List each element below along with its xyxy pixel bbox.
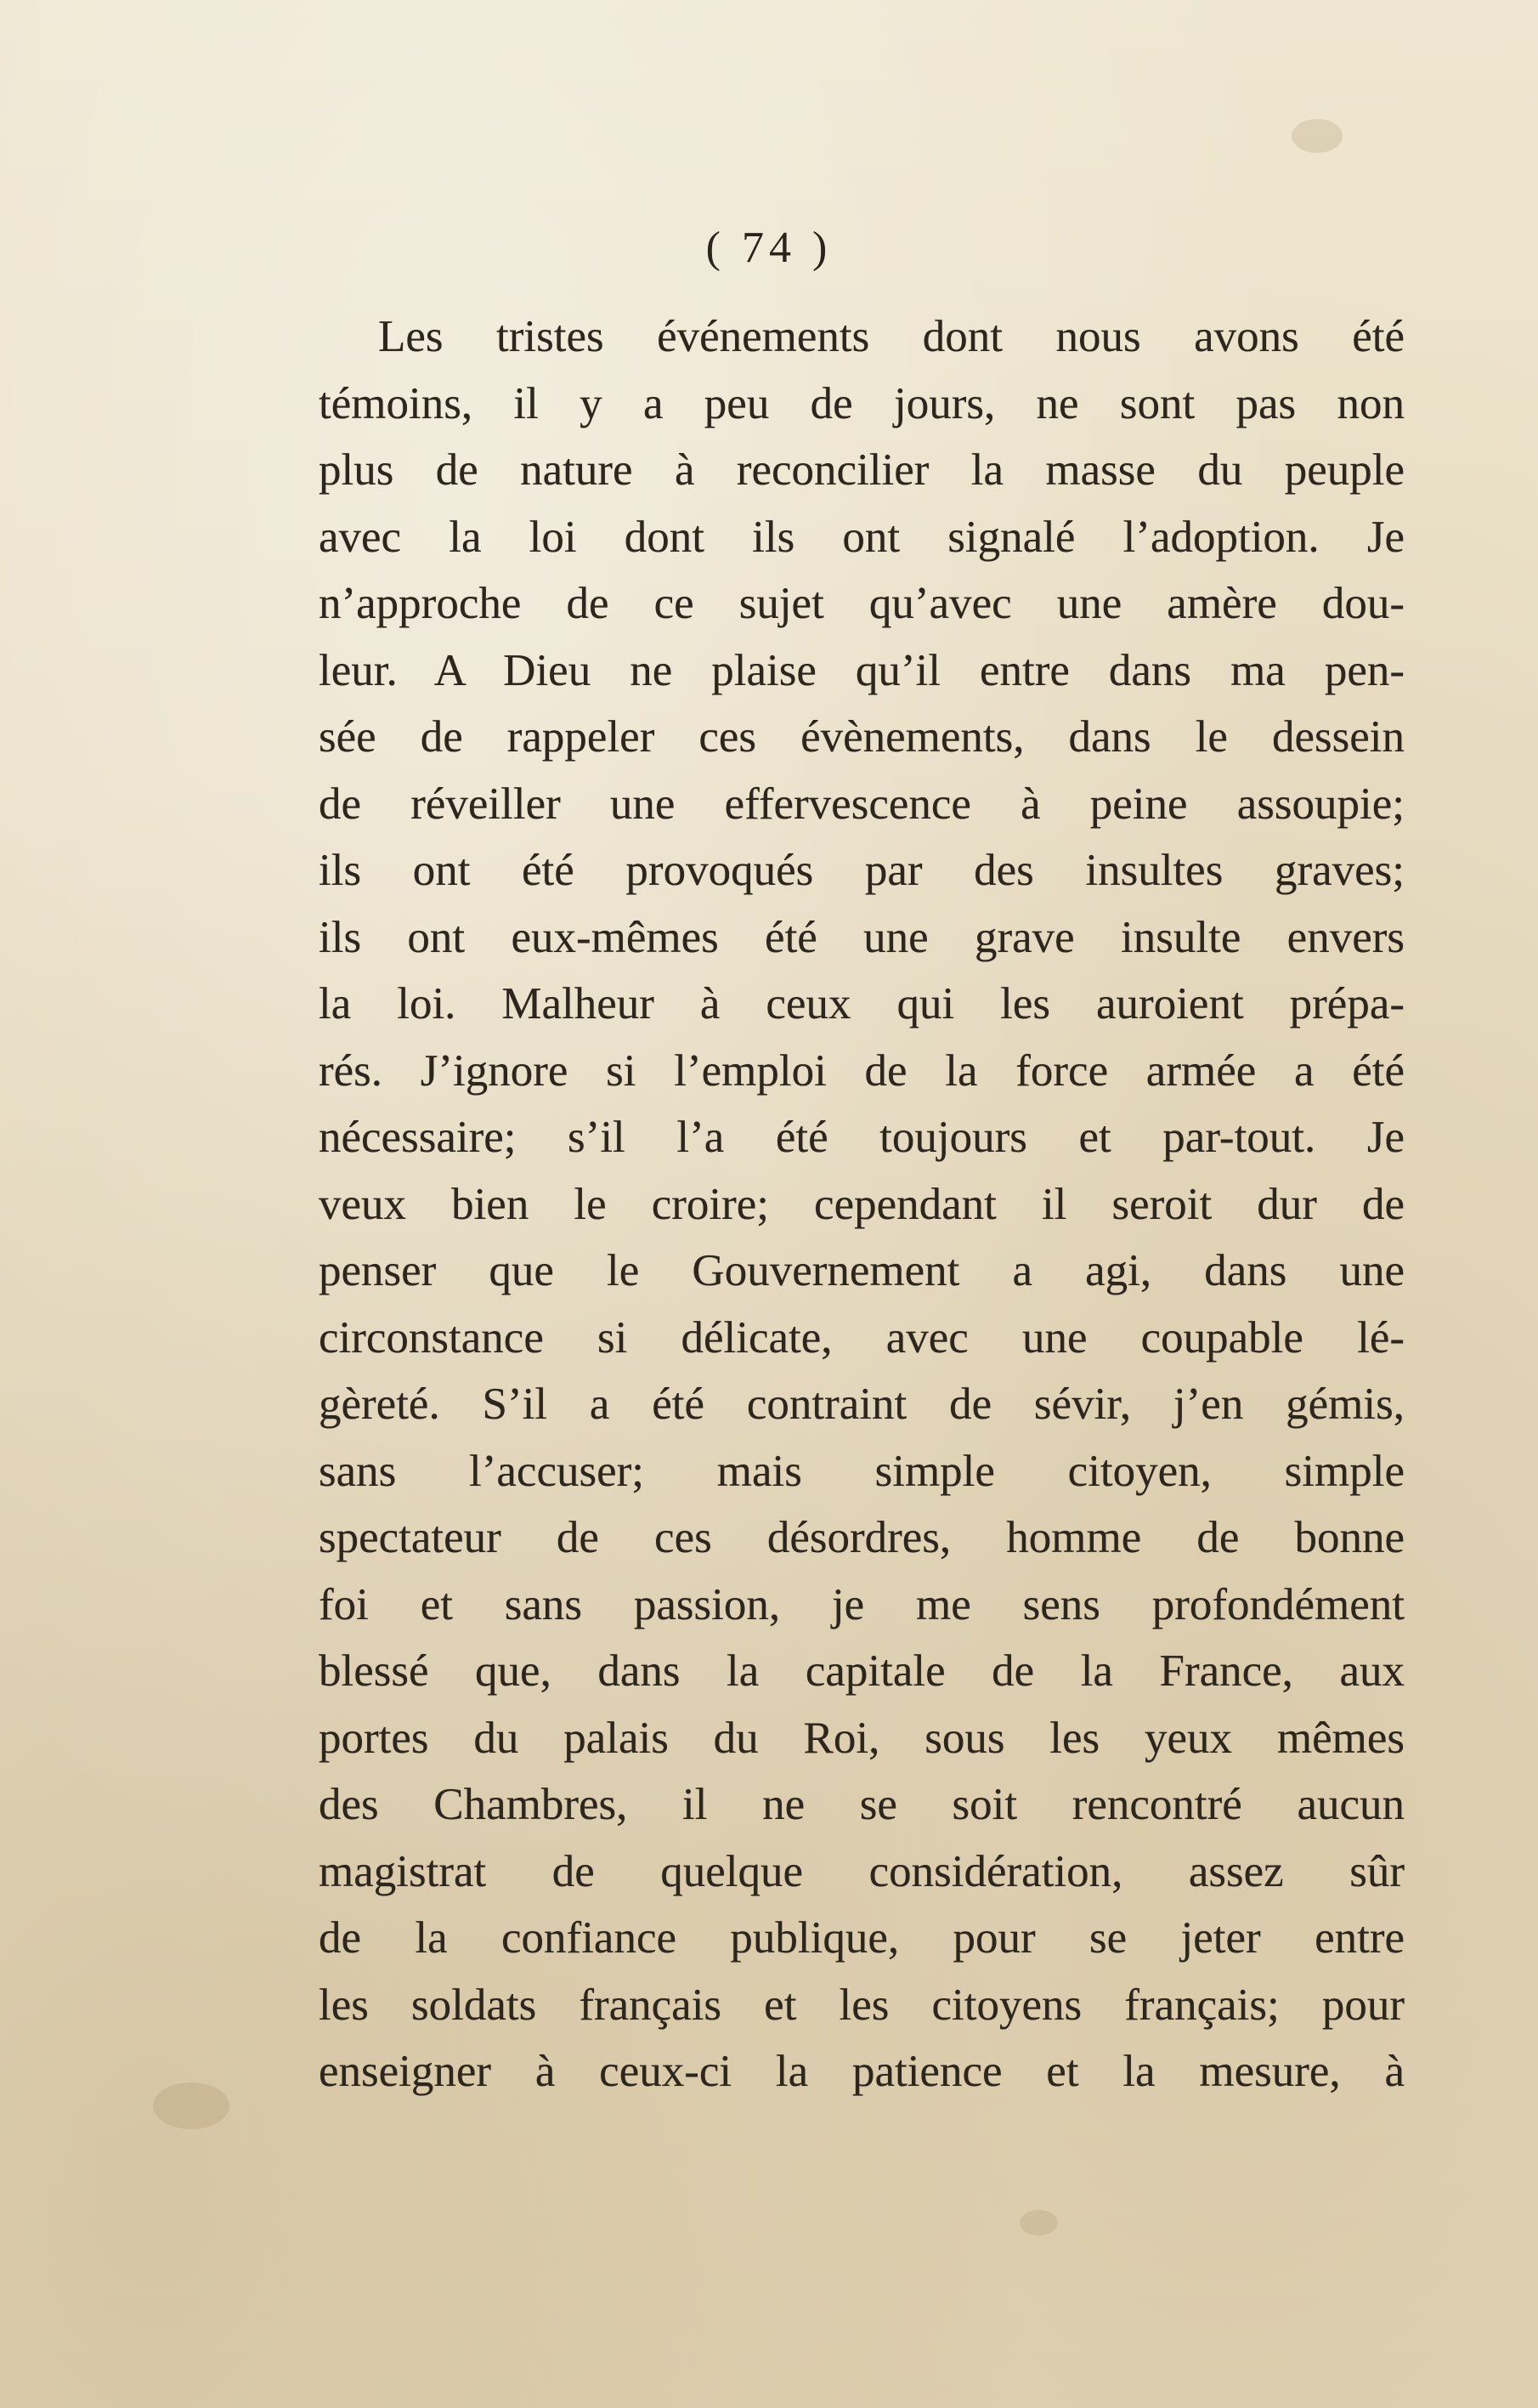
text-line: témoins, il y a peu de jours, ne sont pas non [319,378,1405,428]
paper-foxing-spot [1292,119,1343,153]
text-line: des Chambres, il ne se soit rencontré aucun [319,1780,1405,1829]
page-number: ( 74 ) [705,224,833,272]
text-line: la loi. Malheur à ceux qui les auroient prépa- [319,979,1405,1028]
text-line: blessé que, dans la capitale de la France, aux [319,1646,1405,1696]
paper-foxing-spot [1020,2210,1058,2235]
text-line: plus de nature à reconcilier la masse du peuple [319,445,1405,495]
text-line: enseigner à ceux-ci la patience et la mesure, à [319,2047,1405,2096]
text-line: de la confiance publique, pour se jeter entre [319,1913,1405,1963]
body-text [319,303,1405,2105]
text-line: leur. A Dieu ne plaise qu’il entre dans ma pen- [319,645,1405,695]
text-line: ils ont eux-mêmes été une grave insulte envers [319,912,1405,962]
text-line: de réveiller une effervescence à peine assoupie; [319,779,1405,829]
text-line: n’approche de ce sujet qu’avec une amère dou- [319,579,1405,628]
text-line: nécessaire; s’il l’a été toujours et par-tout. Je [319,1113,1405,1162]
text-line: magistrat de quelque considération, assez sûr [319,1846,1405,1896]
text-line: circonstance si délicate, avec une coupable lé- [319,1312,1405,1363]
text-line: avec la loi dont ils ont signalé l’adoption. Je [319,512,1405,562]
text-line: sée de rappeler ces évènements, dans le dessein [319,712,1405,762]
text-line: penser que le Gouvernement a agi, dans une [319,1246,1405,1295]
text-line: veux bien le croire; cependant il seroit dur de [319,1179,1405,1229]
text-line: les soldats français et les citoyens français; pour [319,1980,1405,2030]
text-line: spectateur de ces désordres, homme de bonne [319,1513,1405,1562]
text-line: portes du palais du Roi, sous les yeux mêmes [319,1713,1405,1763]
text-line: rés. J’ignore si l’emploi de la force armée a été [319,1045,1405,1096]
text-line: sans l’accuser; mais simple citoyen, simple [319,1446,1405,1496]
paper-foxing-spot [153,2082,229,2129]
text-line: foi et sans passion, je me sens profondément [319,1579,1405,1629]
text-line: gèreté. S’il a été contraint de sévir, j’en gémis, [319,1380,1405,1429]
text-line: Les tristes événements dont nous avons été [378,312,1405,361]
text-line: ils ont été provoqués par des insultes graves; [319,846,1405,895]
